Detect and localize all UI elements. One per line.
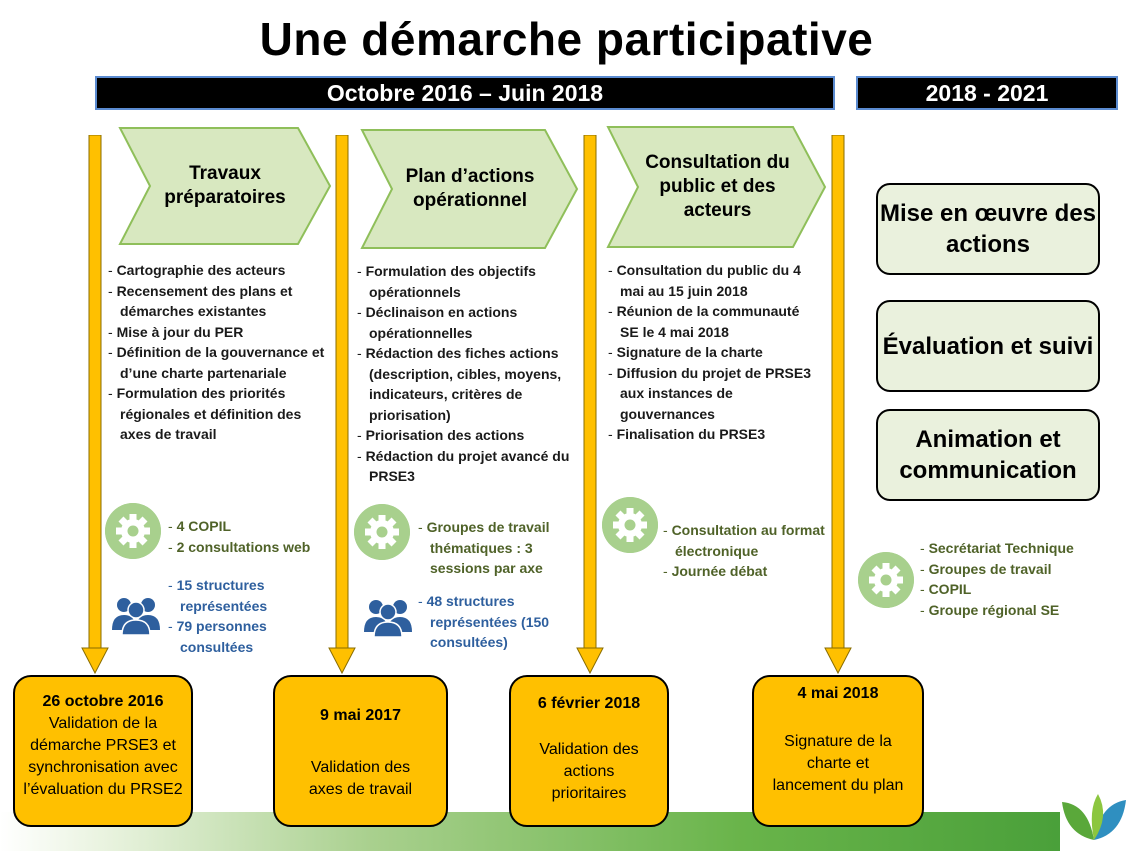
page-title: Une démarche participative	[259, 13, 874, 65]
milestone-3	[509, 675, 669, 827]
phase-1-meetings	[168, 516, 338, 557]
list-item: - Groupes de travail	[920, 559, 1110, 580]
list-item: - 2 consultations web	[168, 537, 338, 558]
list-item: - Cartographie des acteurs	[108, 260, 333, 281]
list-item: - Rédaction du projet avancé du PRSE3	[357, 446, 572, 487]
phase-2-title: Plan d’actions opérationnel	[405, 166, 535, 211]
gear-icon	[602, 497, 658, 553]
list-item: - Priorisation des actions	[357, 425, 572, 446]
phase-3-tasks	[608, 260, 818, 445]
list-item: - Consultation au format électronique	[663, 520, 828, 561]
list-item: - Groupes de travail thématiques : 3 sessions par axe	[418, 517, 578, 579]
list-item: - 15 structures représentées	[168, 575, 318, 616]
list-item: - Groupe régional SE	[920, 600, 1110, 621]
phase-2-participants	[418, 591, 568, 653]
milestone-1	[13, 675, 193, 827]
list-item: - 79 personnes consultées	[168, 616, 318, 657]
phase-2-meetings	[418, 517, 578, 579]
list-item: - Secrétariat Technique	[920, 538, 1110, 559]
box-evaluation: Évaluation et suivi	[876, 300, 1100, 392]
phase-1-tasks	[108, 260, 333, 445]
right-meetings	[920, 538, 1110, 620]
timeline-arrow-1	[80, 135, 110, 675]
gear-icon	[354, 504, 410, 560]
list-item: - Formulation des priorités régionales et définition des axes de travail	[108, 383, 333, 445]
milestone-4	[752, 675, 924, 827]
period-band-2016-2018: Octobre 2016 – Juin 2018	[95, 76, 835, 110]
milestone-text: Validation de la démarche PRSE3 et synchronisation avec l’évaluation du PRSE2	[23, 715, 183, 798]
phase-1-participants	[168, 575, 318, 657]
people-icon	[362, 596, 414, 638]
milestone-date: 4 mai 2018	[797, 685, 879, 702]
period-band-2018-2021: 2018 - 2021	[856, 76, 1118, 110]
milestone-date: 26 octobre 2016	[42, 693, 164, 710]
people-icon	[110, 594, 162, 636]
list-item: - Définition de la gouvernance et d’une charte partenariale	[108, 342, 333, 383]
gear-icon	[105, 503, 161, 559]
list-item: - Recensement des plans et démarches existantes	[108, 281, 333, 322]
phase-3-meetings	[663, 520, 828, 582]
list-item: - Rédaction des fiches actions (description, cibles, moyens, indicateurs, critères de priorisation)	[357, 343, 572, 425]
leaf-logo	[1058, 790, 1130, 848]
list-item: - Finalisation du PRSE3	[608, 424, 818, 445]
list-item: - COPIL	[920, 579, 1110, 600]
list-item: - Déclinaison en actions opérationnelles	[357, 302, 572, 343]
box-implementation: Mise en œuvre des actions	[876, 183, 1100, 275]
phase-1-title: Travaux préparatoires	[164, 163, 286, 208]
list-item: - 48 structures représentées (150 consultées)	[418, 591, 568, 653]
milestone-2	[273, 675, 448, 827]
milestone-text: Validation des actions prioritaires	[539, 741, 639, 802]
list-item: - Formulation des objectifs opérationnels	[357, 261, 572, 302]
list-item: - Signature de la charte	[608, 342, 818, 363]
phase-2-tasks	[357, 261, 572, 487]
milestone-date: 6 février 2018	[537, 695, 641, 712]
list-item: - Mise à jour du PER	[108, 322, 333, 343]
list-item: - 4 COPIL	[168, 516, 338, 537]
list-item: - Diffusion du projet de PRSE3 aux instances de gouvernances	[608, 363, 818, 425]
phase-3-title: Consultation du public et des acteurs	[645, 152, 790, 221]
milestone-date: 9 mai 2017	[320, 707, 401, 724]
list-item: - Journée débat	[663, 561, 828, 582]
milestone-text: Validation des axes de travail	[308, 759, 413, 798]
box-animation: Animation et communication	[876, 409, 1100, 501]
list-item: - Consultation du public du 4 mai au 15 juin 2018	[608, 260, 818, 301]
gear-icon	[858, 552, 914, 608]
list-item: - Réunion de la communauté SE le 4 mai 2018	[608, 301, 818, 342]
milestone-text: Signature de la charte et lancement du plan	[772, 733, 904, 794]
